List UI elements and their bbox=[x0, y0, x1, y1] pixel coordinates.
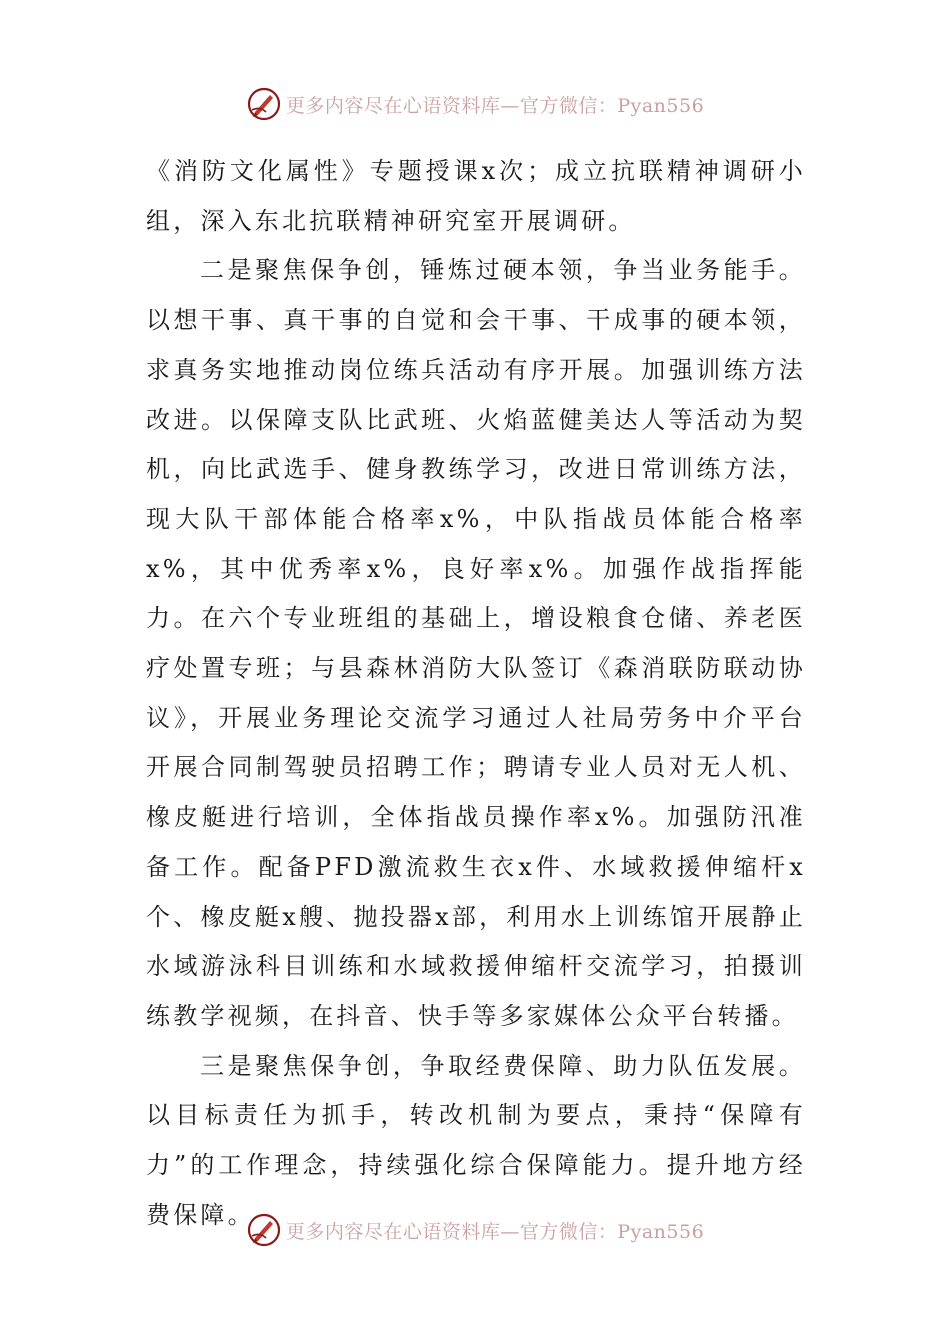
paragraph: 二是聚焦保争创，锤炼过硬本领，争当业务能手。以想干事、真干事的自觉和会干事、干成事的硬本领，求真务实地推动岗位练兵活动有序开展。加强训练方法改进。以保障支队比武班、火焰蓝健美达人等活动为契机，向比武选手、健身教练学习，改进日常训练方法，现大队干部体能合格率x%，中队指战员体能合格率x%，其中优秀率x%，良好率x%。加强作战指挥能力。在六个专业班组的基础上，增设粮食仓储、养老医疗处置专班；与县森林消防大队签订《森消联防联动协议》，开展业务理论交流学习通过人社局劳务中介平台开展合同制驾驶员招聘工作；聘请专业人员对无人机、橡皮艇进行培训，全体指战员操作率x%。加强防汛准备工作。配备PFD激流救生衣x件、水域救援伸缩杆x个、橡皮艇x艘、抛投器x部，利用水上训练馆开展静止水域游泳科目训练和水域救援伸缩杆交流学习，拍摄训练教学视频，在抖音、快手等多家媒体公众平台转播。 bbox=[146, 256, 806, 1030]
paragraph: 《消防文化属性》专题授课x次；成立抗联精神调研小组，深入东北抗联精神研究室开展调研。 bbox=[146, 157, 806, 235]
watermark-text: 更多内容尽在心语资料库—官方微信：Pyan556 bbox=[285, 94, 705, 117]
document-body bbox=[146, 147, 806, 1240]
watermark-banner-bottom bbox=[0, 1210, 950, 1250]
watermark-banner-top bbox=[0, 84, 950, 124]
pen-circle-logo-icon bbox=[246, 86, 282, 122]
paragraph: 三是聚焦保争创，争取经费保障、助力队伍发展。以目标责任为抓手，转改机制为要点，秉持“保障有力”的工作理念，持续强化综合保障能力。提升地方经费保障。 bbox=[146, 1051, 806, 1229]
watermark-text: 更多内容尽在心语资料库—官方微信：Pyan556 bbox=[285, 1220, 705, 1243]
pen-circle-logo-icon bbox=[246, 1212, 282, 1248]
